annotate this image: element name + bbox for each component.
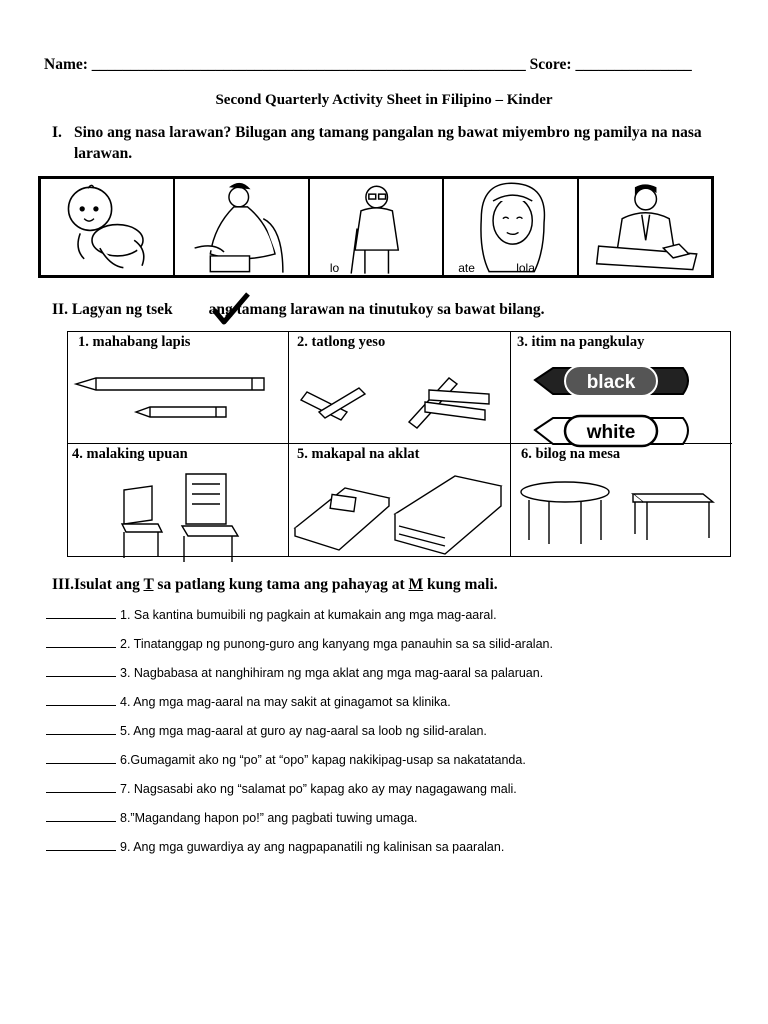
grid-cell-books[interactable] bbox=[289, 444, 511, 556]
family-picture-table bbox=[38, 176, 714, 278]
item-label: 3. itim na pangkulay bbox=[517, 334, 645, 350]
answer-blank[interactable] bbox=[46, 782, 116, 793]
true-letter: T bbox=[143, 576, 154, 593]
name-option-lo[interactable]: lo bbox=[329, 261, 340, 275]
check-mark-icon bbox=[212, 292, 250, 326]
item-label: 5. makapal na aklat bbox=[297, 446, 420, 462]
statement-text: 3. Nagbabasa at nanghihiram ng mga aklat ang mga mag-aaral sa palaruan. bbox=[120, 666, 544, 680]
section-3-number: III. bbox=[52, 576, 74, 593]
list-item bbox=[46, 782, 517, 796]
tables-picture bbox=[519, 478, 719, 548]
item-label: 4. malaking upuan bbox=[72, 446, 188, 462]
crayons-picture bbox=[531, 358, 701, 458]
statement-text: 4. Ang mga mag-aaral na may sakit at ginagamot sa klinika. bbox=[120, 695, 451, 709]
name-score-line bbox=[44, 56, 692, 74]
section-1-number: I. bbox=[52, 124, 62, 141]
pencils-picture bbox=[76, 372, 266, 422]
list-item bbox=[46, 637, 553, 651]
statement-text: 7. Nagsasabi ako ng “salamat po” kapag ako ay may nagagawang mali. bbox=[120, 782, 517, 796]
section-2-number: II. bbox=[52, 301, 68, 318]
baby-picture bbox=[41, 179, 173, 275]
list-item bbox=[46, 608, 497, 622]
answer-blank[interactable] bbox=[46, 608, 116, 619]
section-3-text-a: Isulat ang bbox=[73, 576, 144, 593]
list-item bbox=[46, 666, 543, 680]
mother-picture bbox=[175, 179, 307, 275]
statement-text: 2. Tinatanggap ng punong-guro ang kanyang mga panauhin sa sa silid-aralan. bbox=[120, 637, 553, 651]
statement-text: 6.Gumagamit ako ng “po” at “opo” kapag nakikipag-usap sa nakatatanda. bbox=[120, 753, 526, 767]
name-option-ate[interactable]: ate bbox=[458, 261, 475, 275]
section-2-grid bbox=[67, 331, 731, 557]
chairs-picture bbox=[116, 470, 256, 564]
chalk-picture bbox=[299, 372, 499, 432]
name-label: Name: bbox=[44, 56, 88, 73]
statement-text: 8.”Magandang hapon po!” ang pagbati tuwing umaga. bbox=[120, 811, 418, 825]
father-picture bbox=[579, 179, 711, 275]
section-3-text-c: kung mali. bbox=[423, 576, 498, 593]
crayon-label-white: white bbox=[586, 422, 636, 443]
answer-blank[interactable] bbox=[46, 724, 116, 735]
answer-blank[interactable] bbox=[46, 695, 116, 706]
crayon-label-black: black bbox=[586, 372, 636, 393]
grid-cell-pencils[interactable] bbox=[68, 332, 289, 444]
family-cell-mother[interactable] bbox=[175, 179, 309, 275]
list-item bbox=[46, 753, 526, 767]
section-2-instruction bbox=[52, 301, 545, 319]
section-1-instruction bbox=[52, 122, 732, 164]
name-blank[interactable]: ________________________________________________________ bbox=[91, 56, 526, 73]
section-3-text-b: sa patlang kung tama ang pahayag at bbox=[153, 576, 409, 593]
grid-cell-crayons[interactable] bbox=[511, 332, 732, 444]
statement-text: 9. Ang mga guwardiya ay ang nagpapanatili ng kalinisan sa paaralan. bbox=[120, 840, 505, 854]
list-item bbox=[46, 724, 487, 738]
item-label: 1. mahabang lapis bbox=[78, 334, 191, 350]
grid-cell-tables[interactable] bbox=[511, 444, 732, 556]
item-label: 2. tatlong yeso bbox=[297, 334, 386, 350]
list-item bbox=[46, 811, 417, 825]
family-cell-father[interactable] bbox=[579, 179, 711, 275]
section-2-text-after: ang tamang larawan na tinutukoy sa bawat bilang. bbox=[208, 301, 545, 318]
family-cell-grandfather[interactable] bbox=[310, 179, 444, 275]
grid-cell-chairs[interactable] bbox=[68, 444, 289, 556]
answer-blank[interactable] bbox=[46, 840, 116, 851]
grid-cell-chalk[interactable] bbox=[289, 332, 511, 444]
answer-blank[interactable] bbox=[46, 753, 116, 764]
statement-text: 5. Ang mga mag-aaral at guro ay nag-aaral sa loob ng silid-aralan. bbox=[120, 724, 487, 738]
family-cell-sister[interactable] bbox=[444, 179, 578, 275]
page-title: Second Quarterly Activity Sheet in Filipino – Kinder bbox=[215, 92, 553, 108]
false-letter: M bbox=[408, 576, 424, 593]
item-label: 6. bilog na mesa bbox=[521, 446, 621, 462]
family-cell-baby[interactable] bbox=[41, 179, 175, 275]
books-picture bbox=[293, 474, 503, 558]
statement-text: 1. Sa kantina bumuibili ng pagkain at kumakain ang mga mag-aaral. bbox=[120, 608, 497, 622]
section-1-text: Sino ang nasa larawan? Bilugan ang tamang pangalan ng bawat miyembro ng pamilya na nasa larawan. bbox=[74, 124, 702, 162]
answer-blank[interactable] bbox=[46, 811, 116, 822]
list-item bbox=[46, 695, 451, 709]
name-option-lola[interactable]: lola bbox=[516, 261, 535, 275]
list-item bbox=[46, 840, 504, 854]
section-2-text-before: Lagyan ng tsek bbox=[71, 301, 173, 318]
answer-blank[interactable] bbox=[46, 637, 116, 648]
section-3-instruction bbox=[52, 576, 498, 594]
score-blank[interactable]: _______________ bbox=[575, 56, 692, 73]
answer-blank[interactable] bbox=[46, 666, 116, 677]
score-label: Score: bbox=[529, 56, 572, 73]
